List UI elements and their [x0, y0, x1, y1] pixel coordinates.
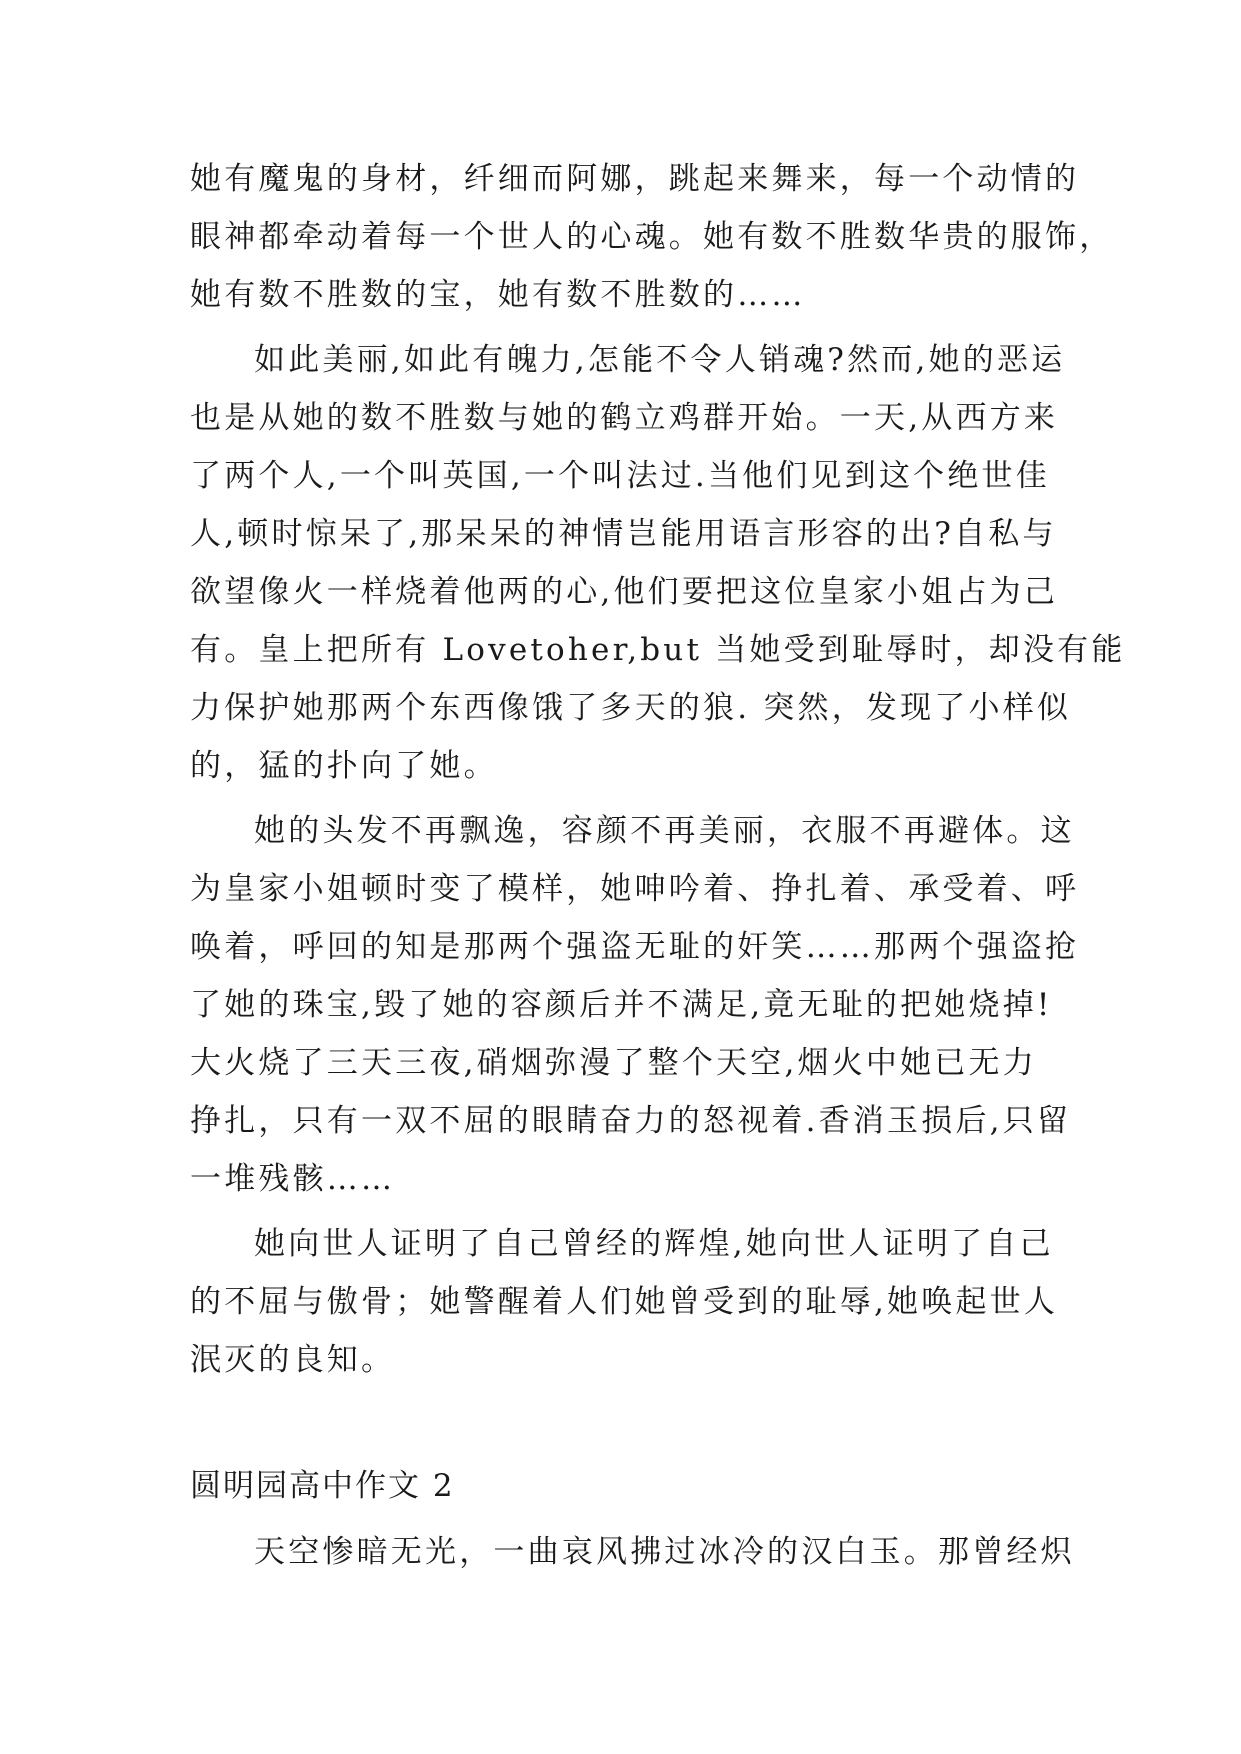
paragraph-3-line-3: 唤着，呼回的知是那两个强盗无耻的奸笑……那两个强盗抢 — [190, 929, 1080, 965]
paragraph-1-line-1: 她有魔鬼的身材，纤细而阿娜，跳起来舞来，每一个动情的 — [190, 161, 1080, 197]
paragraph-3-line-7: 一堆残骸…… — [190, 1161, 396, 1197]
paragraph-2-line-3: 了两个人,一个叫英国,一个叫法过.当他们见到这个绝世佳 — [190, 458, 1050, 494]
paragraph-2-line-1: 如此美丽,如此有魄力,怎能不令人销魂?然而,她的恶运 — [254, 342, 1066, 378]
paragraph-3-line-6: 挣扎，只有一双不屈的眼睛奋力的怒视着.香消玉损后,只留 — [190, 1103, 1072, 1139]
paragraph-4-line-3: 泯灭的良知。 — [190, 1342, 396, 1378]
final-paragraph-line-1: 天空惨暗无光，一曲哀风拂过冰冷的汉白玉。那曾经炽 — [254, 1534, 1075, 1570]
paragraph-2-line-2: 也是从她的数不胜数与她的鹤立鸡群开始。一天,从西方来 — [190, 400, 1059, 436]
section-heading: 圆明园高中作文 2 — [190, 1468, 455, 1504]
paragraph-2-line-5: 欲望像火一样烧着他两的心,他们要把这位皇家小姐占为己 — [190, 574, 1059, 610]
paragraph-3-line-5: 大火烧了三天三夜,硝烟弥漫了整个天空,烟火中她已无力 — [190, 1045, 1037, 1081]
paragraph-4-line-1: 她向世人证明了自己曾经的辉煌,她向世人证明了自己 — [254, 1226, 1054, 1262]
paragraph-2-line-8: 的，猛的扑向了她。 — [190, 748, 498, 784]
paragraph-1-line-3: 她有数不胜数的宝，她有数不胜数的…… — [190, 277, 806, 313]
paragraph-2-line-6: 有。皇上把所有 Lovetoher,but 当她受到耻辱时，却没有能 — [190, 632, 1126, 668]
paragraph-1-line-2: 眼神都牵动着每一个世人的心魂。她有数不胜数华贵的服饰， — [190, 219, 1114, 255]
paragraph-4-line-2: 的不屈与傲骨；她警醒着人们她曾受到的耻辱,她唤起世人 — [190, 1284, 1059, 1320]
paragraph-3-line-2: 为皇家小姐顿时变了模样，她呻吟着、挣扎着、承受着、呼 — [190, 871, 1080, 907]
paragraph-3-line-1: 她的头发不再飘逸，容颜不再美丽，衣服不再避体。这 — [254, 813, 1075, 849]
paragraph-2-line-7: 力保护她那两个东西像饿了多天的狼. 突然，发现了小样似 — [190, 690, 1072, 726]
paragraph-3-line-4: 了她的珠宝,毁了她的容颜后并不满足,竟无耻的把她烧掉! — [190, 987, 1053, 1023]
paragraph-2-line-4: 人,顿时惊呆了,那呆呆的神情岂能用语言形容的出?自私与 — [190, 516, 1057, 552]
